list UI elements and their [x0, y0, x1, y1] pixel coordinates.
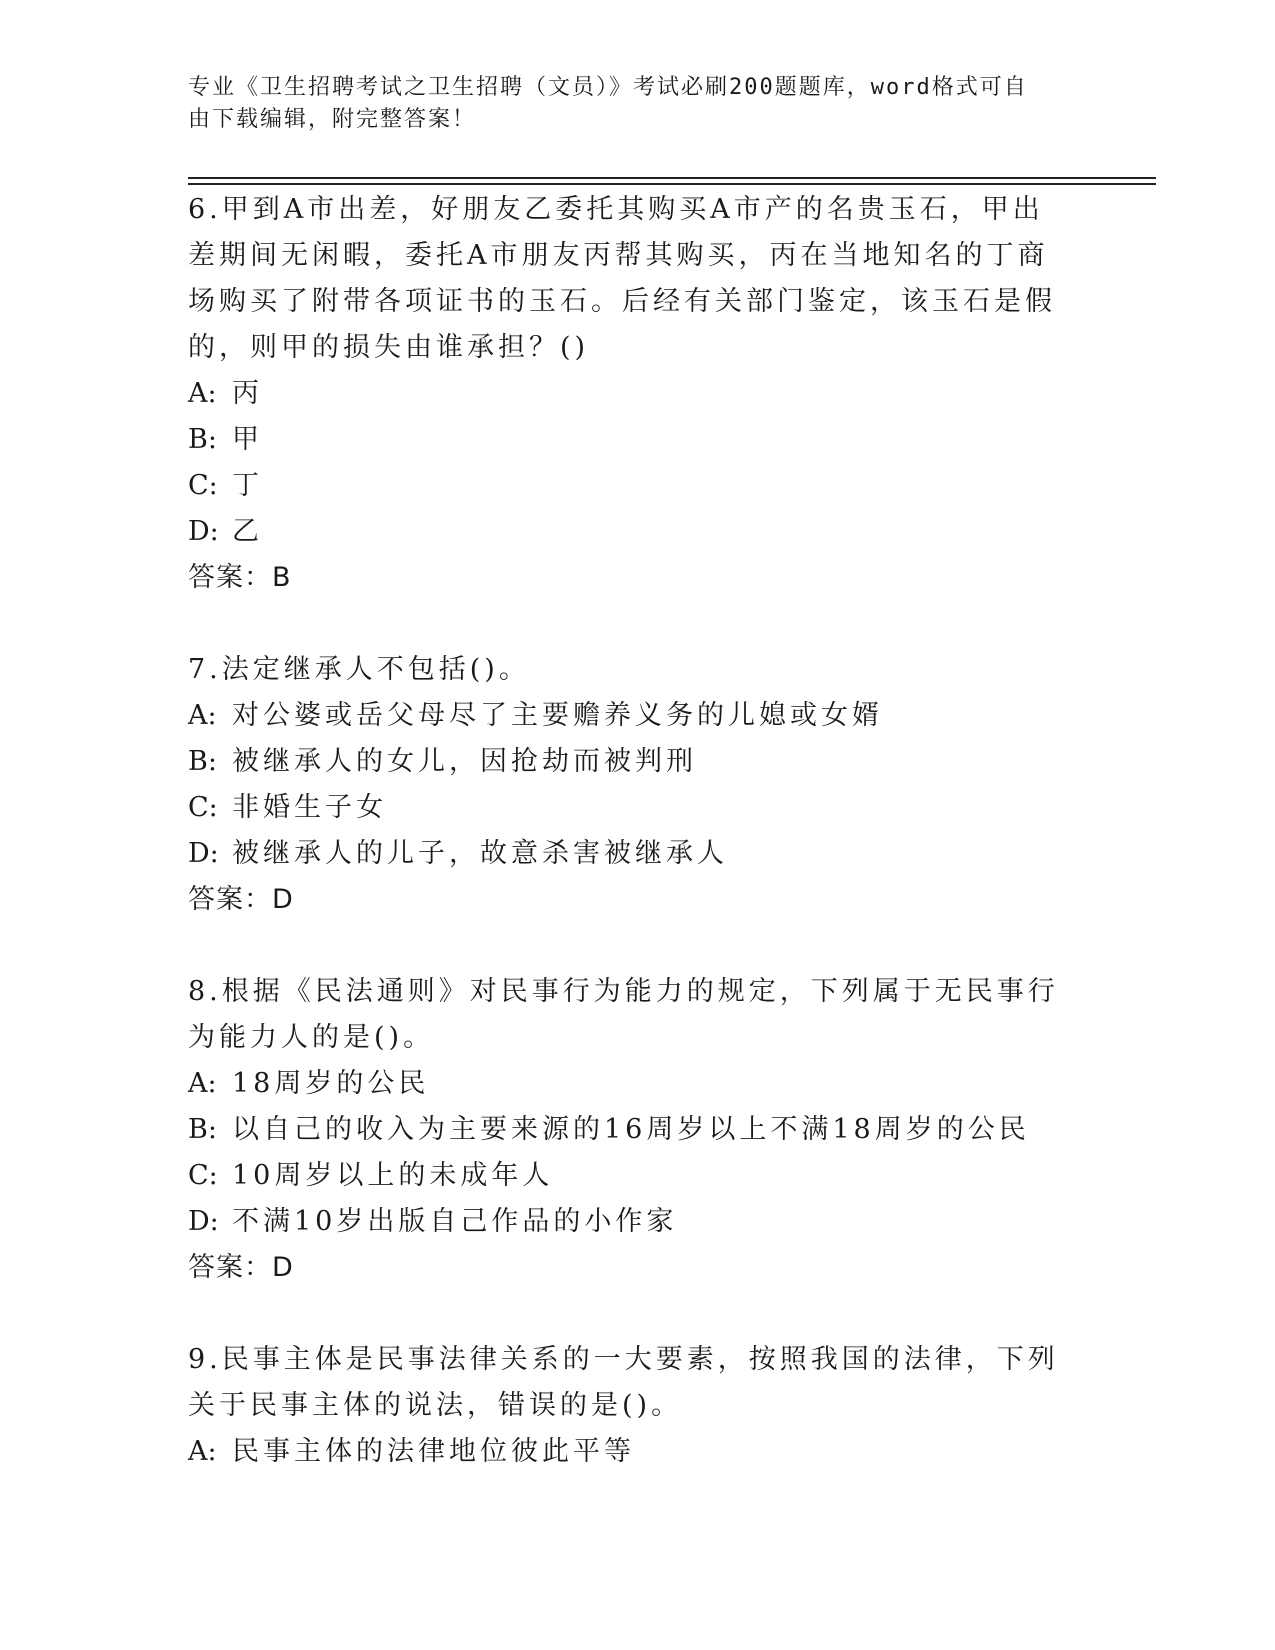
question-spacer [188, 1291, 1088, 1337]
option-text: 丙 [232, 378, 263, 409]
option-text: 被继承人的女儿，因抢劫而被判刑 [232, 746, 697, 777]
option-text: 乙 [232, 516, 263, 547]
answer-line: 答案：B [188, 562, 292, 593]
option-b [188, 1107, 1088, 1153]
option-c [188, 1153, 1088, 1199]
question-spacer [188, 923, 1088, 969]
option-letter: B: [188, 746, 217, 777]
option-a [188, 371, 1088, 417]
question-stem: 7.法定继承人不包括()。 [188, 654, 530, 685]
option-text: 丁 [232, 470, 263, 501]
question-9 [188, 1337, 1088, 1475]
option-b [188, 417, 1088, 463]
option-text: 不满10岁出版自己作品的小作家 [232, 1206, 678, 1237]
option-letter: D: [188, 1206, 219, 1237]
option-letter: B: [188, 1114, 217, 1145]
option-a [188, 1429, 1088, 1475]
option-letter: D: [188, 516, 219, 547]
option-text: 非婚生子女 [232, 792, 387, 823]
option-text: 10周岁以上的未成年人 [232, 1160, 554, 1191]
option-text: 甲 [232, 424, 263, 455]
option-a [188, 693, 1088, 739]
option-a [188, 1061, 1088, 1107]
question-6 [188, 187, 1088, 601]
option-d [188, 509, 1088, 555]
option-letter: C: [188, 1160, 218, 1191]
option-text: 被继承人的儿子，故意杀害被继承人 [232, 838, 728, 869]
question-7 [188, 647, 1088, 923]
option-text: 以自己的收入为主要来源的16周岁以上不满18周岁的公民 [232, 1114, 1030, 1145]
option-letter: C: [188, 792, 218, 823]
option-letter: A: [188, 378, 217, 409]
document-header [188, 72, 1068, 136]
header-divider-bottom [188, 183, 1156, 185]
option-text: 18周岁的公民 [232, 1068, 430, 1099]
option-d [188, 831, 1088, 877]
answer-line: 答案：D [188, 1252, 294, 1283]
answer-line: 答案：D [188, 884, 294, 915]
option-letter: A: [188, 1068, 217, 1099]
header-divider-top [188, 177, 1156, 179]
option-letter: A: [188, 1436, 217, 1467]
question-stem: 8.根据《民法通则》对民事行为能力的规定，下列属于无民事行为能力人的是()。 [188, 976, 1059, 1053]
option-text: 民事主体的法律地位彼此平等 [232, 1436, 635, 1467]
option-letter: C: [188, 470, 218, 501]
question-spacer [188, 601, 1088, 647]
header-line-1: 专业《卫生招聘考试之卫生招聘（文员）》考试必刷200题题库，word格式可自 [188, 75, 1028, 100]
option-b [188, 739, 1088, 785]
question-8 [188, 969, 1088, 1291]
question-list [188, 187, 1088, 1475]
option-d [188, 1199, 1088, 1245]
option-letter: A: [188, 700, 217, 731]
option-letter: B: [188, 424, 217, 455]
option-c [188, 463, 1088, 509]
header-line-2: 由下载编辑，附完整答案！ [188, 107, 477, 132]
option-c [188, 785, 1088, 831]
option-text: 对公婆或岳父母尽了主要赡养义务的儿媳或女婿 [232, 700, 883, 731]
question-stem: 6.甲到A市出差，好朋友乙委托其购买A市产的名贵玉石，甲出差期间无闲暇，委托A市朋友丙帮其购买，丙在当地知名的丁商场购买了附带各项证书的玉石。后经有关部门鉴定，该玉石是假的，则甲的损失由谁承担？() [188, 194, 1056, 363]
question-stem: 9.民事主体是民事法律关系的一大要素，按照我国的法律，下列关于民事主体的说法，错误的是()。 [188, 1344, 1059, 1421]
option-letter: D: [188, 838, 219, 869]
